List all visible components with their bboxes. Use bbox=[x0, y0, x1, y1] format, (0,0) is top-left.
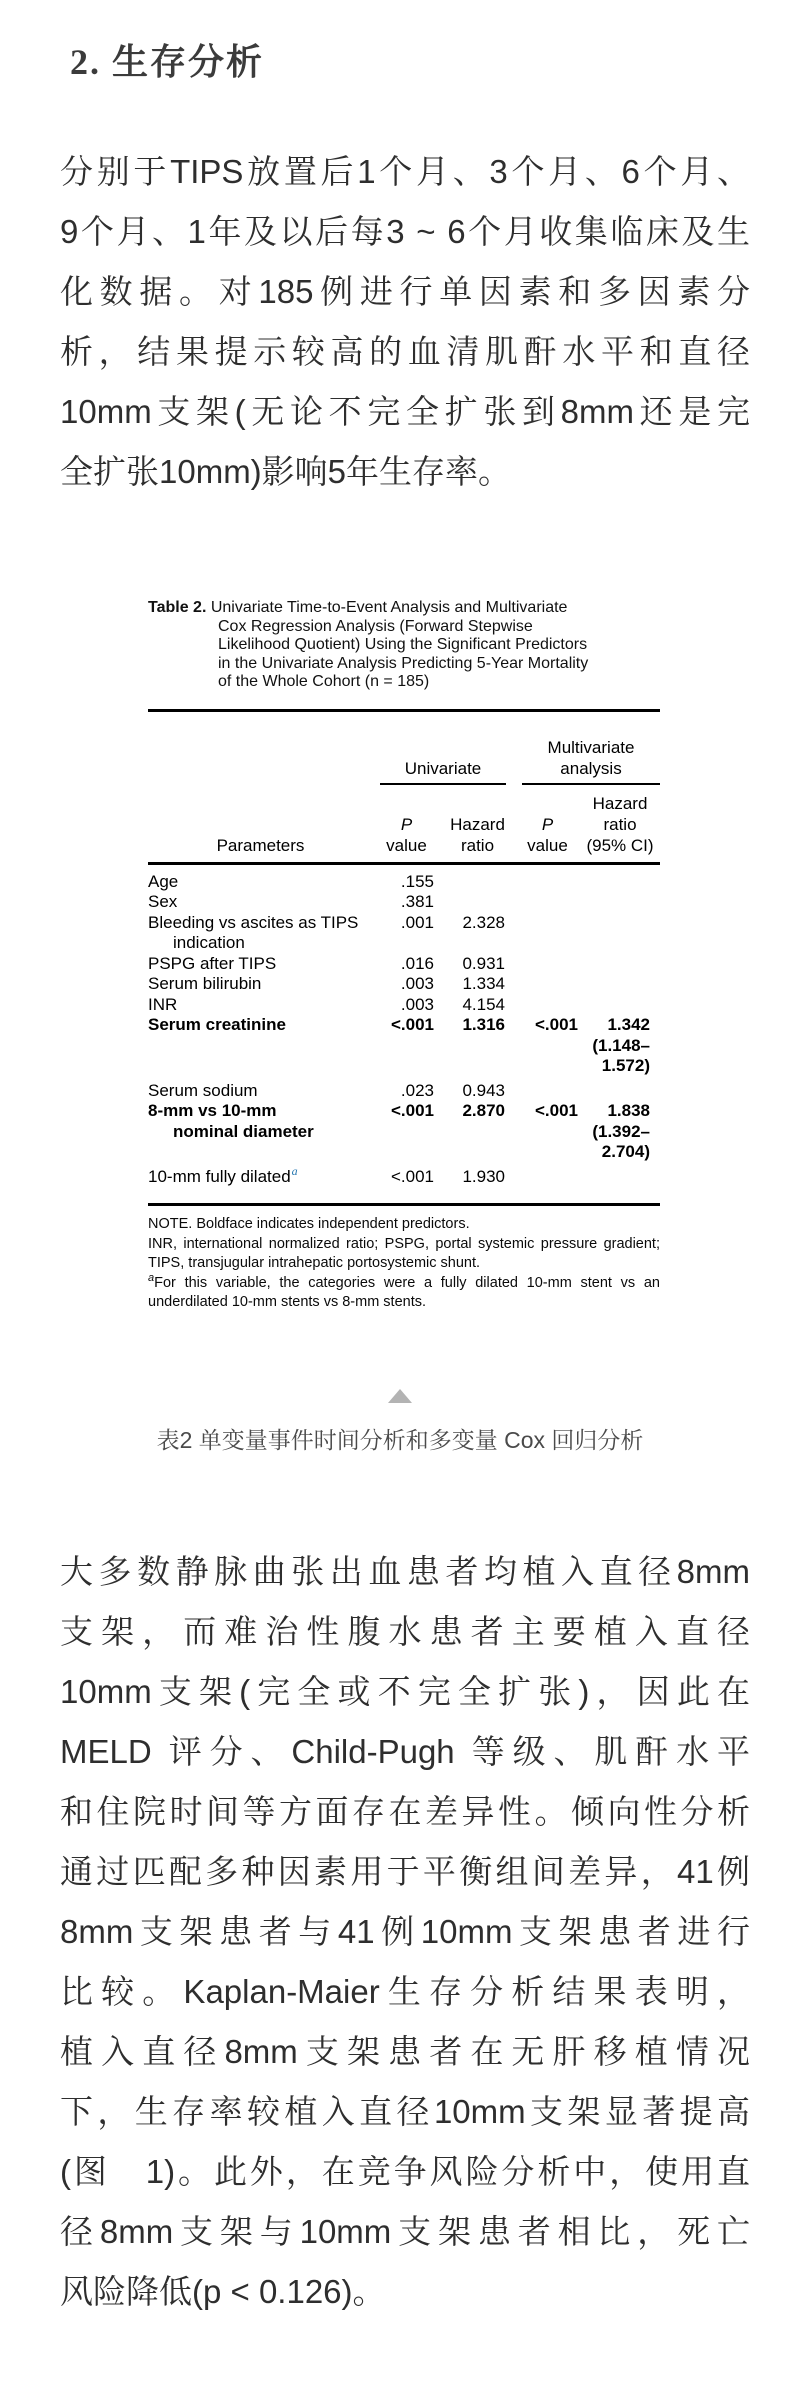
col-header-p-value-multivariate: P value bbox=[527, 814, 568, 855]
paragraph-propensity-analysis bbox=[60, 1542, 750, 2322]
footnote-marker: a bbox=[148, 1271, 155, 1284]
collapse-triangle-icon bbox=[388, 1389, 412, 1403]
text-line: 通过匹配多种因素用于平衡组间差异，41例 bbox=[60, 1853, 750, 1890]
univariate-group-header: Univariate bbox=[380, 725, 506, 785]
table-row: Sex .381 bbox=[148, 892, 434, 912]
journal-table bbox=[148, 599, 660, 1313]
table-row: 10-mm fully dilated$^a$ <.001 1.930 bbox=[148, 1164, 505, 1186]
table-title: Table 2. Univariate Time-to-Event Analysis and Multivariate Cox Regression Analysis (Forward Stepwise Likelihood Quotient) Using the Significant Predictors in the Univariate Analysis Predicting 5-Year Mortality of the Whole Cohort (n = 185) bbox=[148, 599, 589, 691]
text-line: 径8mm支架与10mm支架患者相比，死亡 bbox=[60, 2213, 750, 2250]
table-title-label: Table 2. bbox=[148, 599, 207, 616]
table-group-header-row bbox=[148, 725, 660, 785]
col-header-p-value-univariate: P value bbox=[386, 814, 427, 855]
col-header-hazard-ratio-ci: Hazard ratio (95% CI) bbox=[586, 793, 654, 855]
table-column-headers bbox=[148, 785, 660, 862]
text-line: 下，生存率较植入直径10mm支架显著提高 bbox=[60, 2093, 750, 2130]
section-heading: 2. 生存分析 bbox=[70, 42, 265, 82]
table-row: INR .003 4.154 bbox=[148, 994, 505, 1014]
table-footnotes bbox=[148, 1215, 660, 1312]
table-footnote-line: underdilated 10-mm stents vs 8-mm stents. bbox=[148, 1294, 427, 1311]
table-row: Serum sodium .023 0.943 bbox=[148, 1080, 505, 1100]
text-line: 比较。Kaplan-Maier生存分析结果表明， bbox=[60, 1973, 750, 2010]
table-row: Serum bilirubin .003 1.334 bbox=[148, 974, 505, 994]
text-line: (图 1)。此外，在竞争风险分析中，使用直 bbox=[60, 2153, 750, 2190]
table-row: Bleeding vs ascites as TIPS indication .001 2.328 bbox=[148, 912, 505, 953]
table-footnote-line: $^a$For this variable, the categories were a fully dilated 10-mm stent vs an bbox=[148, 1271, 660, 1291]
text-line: 8mm支架患者与41例10mm支架患者进行 bbox=[60, 1913, 750, 1950]
table-footnote-line: NOTE. Boldface indicates independent predictors. bbox=[148, 1216, 470, 1233]
text-line: 析，结果提示较高的血清肌酐水平和直径 bbox=[60, 333, 750, 370]
table-row: PSPG after TIPS .016 0.931 bbox=[148, 953, 505, 973]
text-line: 风险降低(p < 0.126)。 bbox=[60, 2273, 386, 2310]
text-line: 化数据。对185例进行单因素和多因素分 bbox=[60, 273, 750, 310]
table-row: 8-mm vs 10-mm nominal diameter <.001 2.870 <.001 1.838 (1.392– 2.704) bbox=[148, 1101, 650, 1162]
table-row: Age .155 bbox=[148, 871, 434, 891]
text-line: 支架，而难治性腹水患者主要植入直径 bbox=[60, 1613, 750, 1650]
table-rule-bottom bbox=[148, 1203, 660, 1206]
table-caption: 表2 单变量事件时间分析和多变量 Cox 回归分析 bbox=[156, 1427, 644, 1453]
text-line: 分别于TIPS放置后1个月、3个月、6个月、 bbox=[60, 153, 750, 190]
table-body bbox=[148, 865, 660, 1204]
paragraph-survival-data bbox=[60, 142, 750, 502]
text-line: 植入直径8mm支架患者在无肝移植情况 bbox=[60, 2033, 750, 2070]
text-line: 大多数静脉曲张出血患者均植入直径8mm bbox=[60, 1553, 750, 1590]
table-footnote-line: INR, international normalized ratio; PSPG, portal systemic pressure gradient; bbox=[148, 1235, 660, 1252]
text-line: 10mm支架(完全或不完全扩张)，因此在 bbox=[60, 1673, 750, 1710]
col-header-hazard-ratio-univariate: Hazard ratio bbox=[450, 814, 505, 855]
text-line: 10mm支架(无论不完全扩张到8mm还是完 bbox=[60, 393, 750, 430]
text-line: 全扩张10mm)影响5年生存率。 bbox=[60, 453, 512, 490]
table-rule-top bbox=[148, 709, 660, 712]
table-footnote-line: TIPS, transjugular intrahepatic portosystemic shunt. bbox=[148, 1255, 481, 1272]
text-line: 和住院时间等方面存在差异性。倾向性分析 bbox=[60, 1793, 750, 1830]
multivariate-group-header: Multivariate analysis bbox=[522, 725, 660, 785]
table-row: Serum creatinine <.001 1.316 <.001 1.342 (1.148– 1.572) bbox=[148, 1015, 650, 1076]
footnote-marker: a bbox=[291, 1164, 298, 1179]
col-header-parameters: Parameters bbox=[216, 835, 305, 855]
text-line: MELD 评分、Child-Pugh 等级、肌酐水平 bbox=[60, 1733, 750, 1770]
text-line: 9个月、1年及以后每3 ~ 6个月收集临床及生 bbox=[60, 213, 750, 250]
